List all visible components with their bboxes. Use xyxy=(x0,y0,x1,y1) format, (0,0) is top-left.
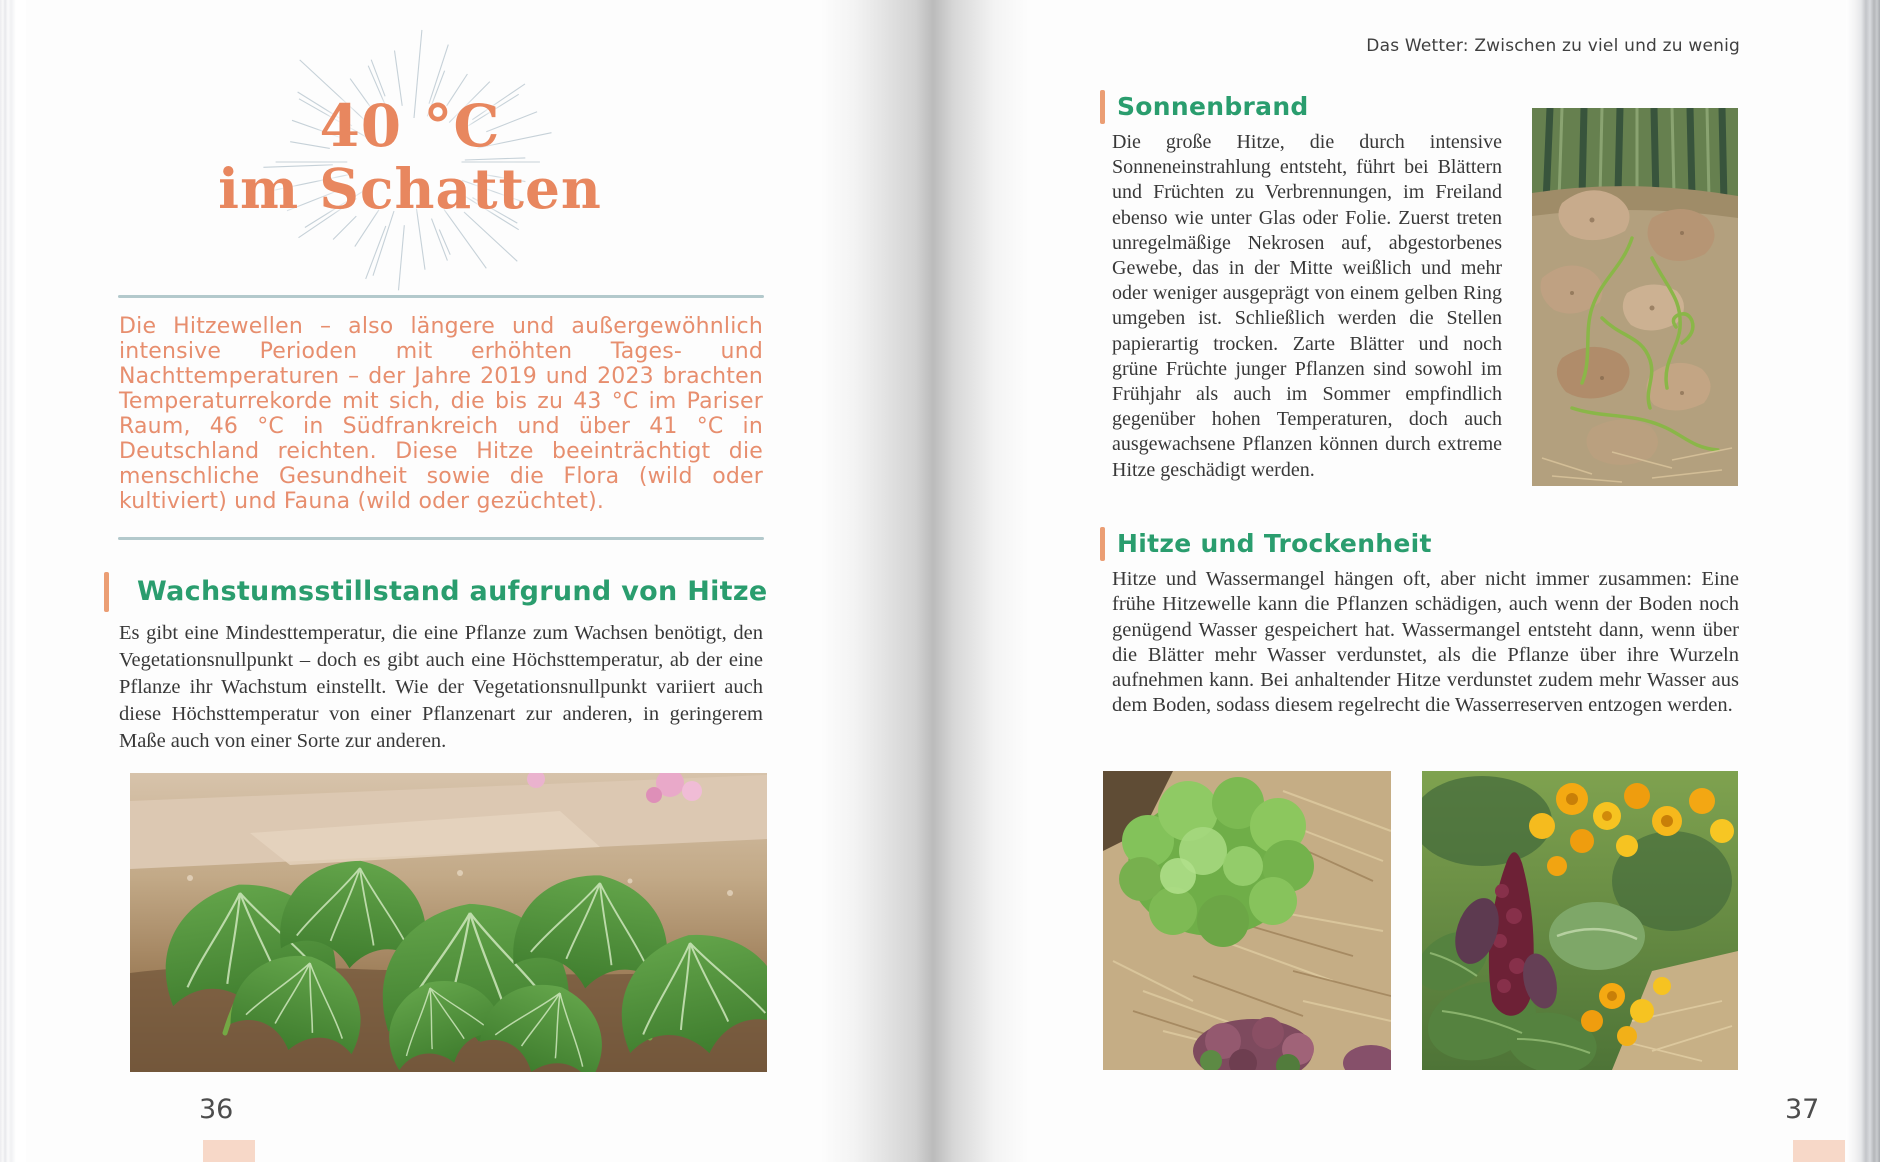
intro-paragraph: Die Hitzewellen – also längere und außergewöhnlich intensive Perioden mit erhöhten Tages- und Nachttemperaturen – der Jahre 2019 und 2023 brachten Temperaturrekorde mit sich, die bis zu 43 °C im Pariser Raum, 46 °C in Südfrankreich und über 41 °C in Deutschland reichten. Diese Hitze beeinträchtigt die menschliche Gesundheit sowie die Flora (wild oder kultiviert) und Fauna (wild oder gezüchtet). xyxy=(119,314,763,514)
section-heading-label: Hitze und Trockenheit xyxy=(1117,529,1432,558)
chapter-title-line2: im Schatten xyxy=(218,156,602,221)
section-heading-heat-drought xyxy=(1100,527,1432,561)
chapter-tab-right xyxy=(1793,1140,1845,1162)
heading-accent-bar xyxy=(104,572,109,612)
heading-accent-bar xyxy=(1100,90,1105,124)
chapter-title xyxy=(140,94,680,220)
book-gutter-shadow xyxy=(820,0,1110,1162)
photo-wilted-squash-plants xyxy=(130,773,767,1072)
running-header: Das Wetter: Zwischen zu viel und zu wenig xyxy=(1366,36,1740,56)
section-heading-label: Sonnenbrand xyxy=(1117,92,1309,121)
chapter-title-line1: 40 °C xyxy=(319,92,501,160)
section-heading-label: Wachstumsstillstand aufgrund von Hitze xyxy=(137,576,768,607)
section-body-growth-stop: Es gibt eine Mindesttemperatur, die eine Pflanze zum Wachsen benötigt, den Vegetationsnullpunkt – doch es gibt auch eine Höchsttemperatur, ab der eine Pflanze ihr Wachstum einstellt. Wie der Vegetationsnullpunkt variiert auch diese Höchsttemperatur von einer Pflanzenart zur anderen, in geringerem Maße auch von einer Sorte zur anderen. xyxy=(119,622,763,752)
page-number-left: 36 xyxy=(199,1094,234,1125)
page-edge-left xyxy=(0,0,26,1162)
section-heading-sunburn xyxy=(1100,90,1309,124)
page-edge-right xyxy=(1846,0,1880,1162)
photo-lettuce-straw-mulch xyxy=(1103,771,1391,1070)
section-body-sunburn: Die große Hitze, die durch intensive Sonneneinstrahlung entsteht, führt bei Blättern und Früchten zu Verbrennungen, im Freiland ebenso wie unter Glas oder Folie. Zuerst treten unregelmäßige Nekrosen auf, abgestorbenes Gewebe, das in der Mitte weißlich und mehr oder weniger ausgeprägt von einem gelben Ring umgeben ist. Schließlich werden die Stellen papierartig trocken. Zarte Blätter und noch grüne Früchte junger Pflanzen sind sowohl im Frühjahr als auch im Sommer empfindlich gegenüber hohen Temperaturen, doch auch ausgewachsene Pflanzen können durch extreme Hitze geschädigt werden. xyxy=(1112,131,1502,481)
heading-accent-bar xyxy=(1100,527,1105,561)
divider-top xyxy=(118,295,764,298)
section-heading-growth-stop xyxy=(104,572,768,612)
photo-marigolds-amaranth xyxy=(1422,771,1738,1070)
photo-sun-scorched-leaves xyxy=(1532,108,1738,486)
chapter-tab-left xyxy=(203,1140,255,1162)
section-body-heat-drought: Hitze und Wassermangel hängen oft, aber nicht immer zusammen: Eine frühe Hitzewelle kann die Pflanzen schädigen, auch wenn der Boden noch genügend Wasser gespeichert hat. Wassermangel entsteht dann, wenn über die Blätter mehr Wasser verdunstet, als die Pflanze über ihre Wurzeln aufnehmen kann. Bei anhaltender Hitze verdunstet zudem mehr Wasser aus dem Boden, sodass diesem regelrecht die Wasserreserven entzogen werden. xyxy=(1112,568,1739,717)
divider-bottom xyxy=(118,537,764,540)
page-number-right: 37 xyxy=(1785,1094,1820,1125)
